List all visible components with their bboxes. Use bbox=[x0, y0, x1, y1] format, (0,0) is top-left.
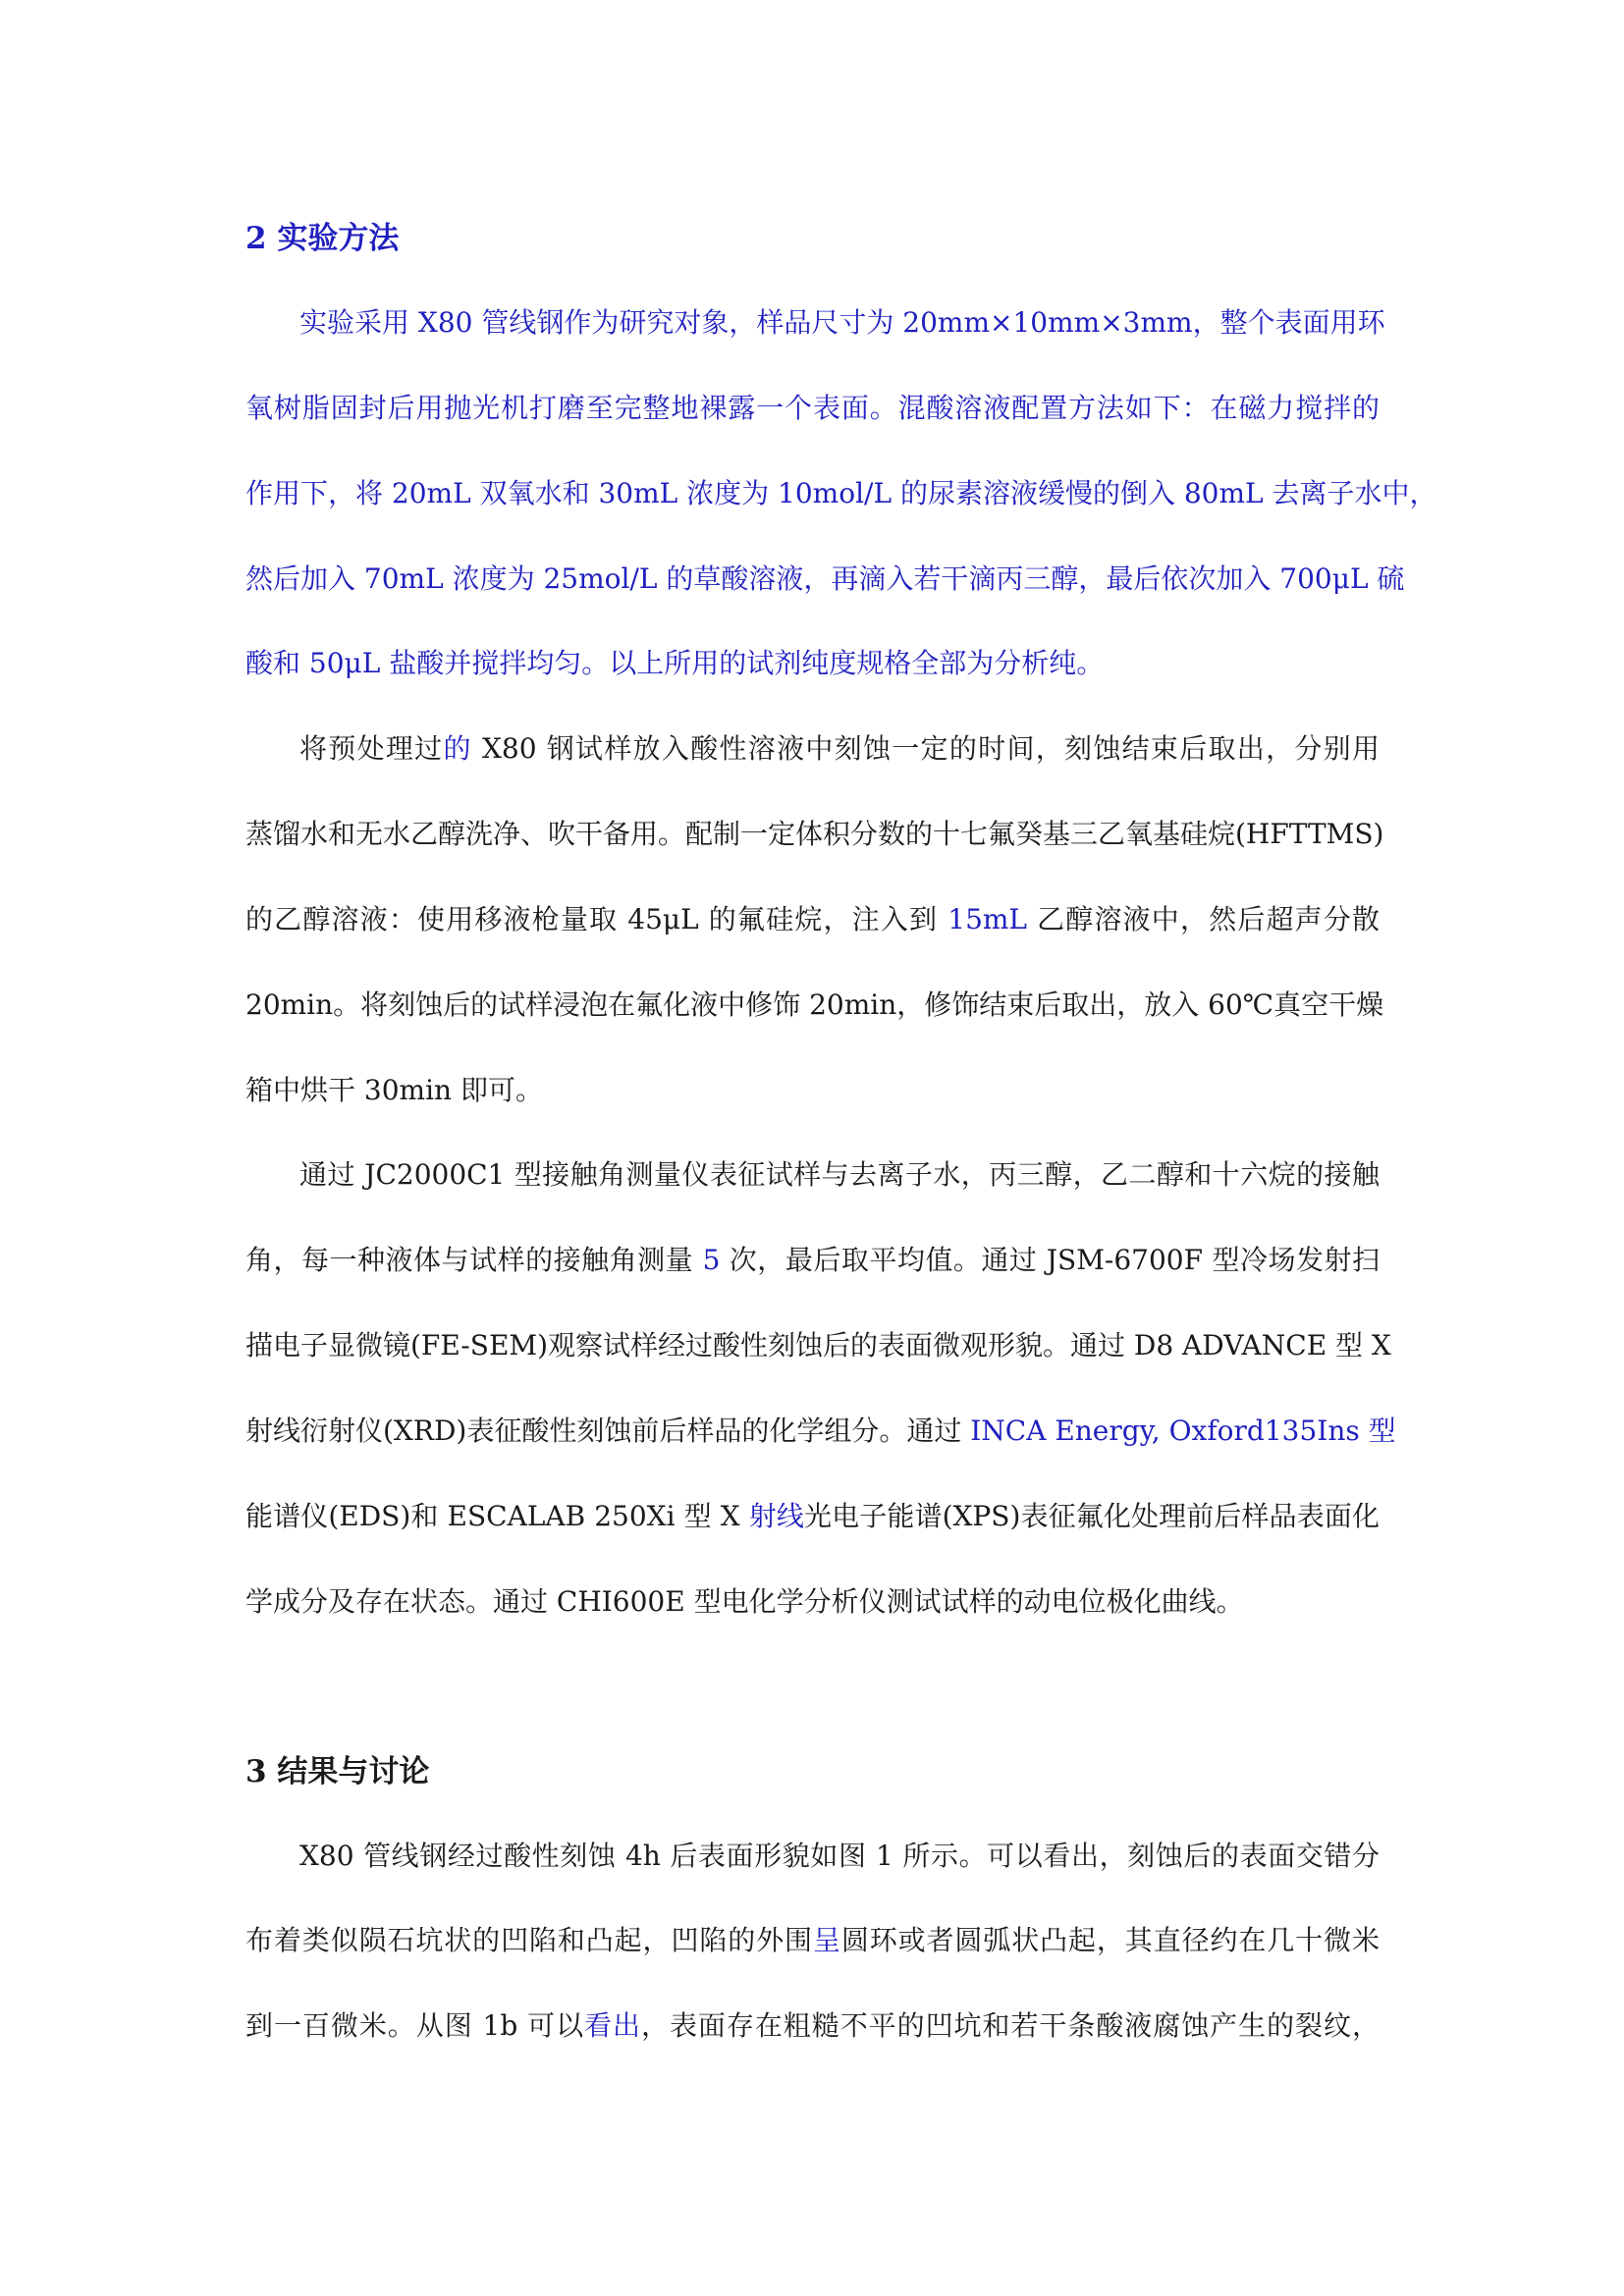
s3-p1-line-2-a: 布着类似陨石坑状的凹陷和凸起，凹陷的外围 bbox=[245, 1924, 813, 1956]
s2-p3-line-5-a: 能谱仪(EDS)和 ESCALAB 250Xi 型 X bbox=[245, 1500, 749, 1532]
s2-p2-line-1 bbox=[299, 727, 1380, 771]
s3-p1-line-3-c: ，表面存在粗糙不平的凹坑和若干条酸液腐蚀产生的裂纹， bbox=[640, 2009, 1380, 2042]
s3-p1-line-2 bbox=[245, 1919, 1380, 1962]
s3-p1-line-2-b: 呈 bbox=[812, 1924, 841, 1956]
s3-p1-line-1: X80 管线钢经过酸性刻蚀 4h 后表面形貌如图 1 所示。可以看出，刻蚀后的表面交错分 bbox=[299, 1840, 1380, 1872]
s2-p1-line-5: 酸和 50μL 盐酸并搅拌均匀。以上所用的试剂纯度规格全部为分析纯。 bbox=[245, 647, 1105, 679]
s2-p2-line-3-a: 的乙醇溶液：使用移液枪量取 45μL 的氟硅烷，注入到 bbox=[245, 903, 948, 935]
s2-p2-line-3-c: 乙醇溶液中，然后超声分散 bbox=[1027, 903, 1380, 935]
s2-p3-line-2-c: 次，最后取平均值。通过 JSM-6700F 型冷场发射扫 bbox=[720, 1244, 1380, 1276]
s2-p2-line-1-b: 的 bbox=[443, 732, 472, 765]
s2-p3-line-6: 学成分及存在状态。通过 CHI600E 型电化学分析仪测试试样的动电位极化曲线。 bbox=[245, 1585, 1244, 1618]
s2-p3-line-5-b: 射线 bbox=[748, 1500, 804, 1532]
s2-p3-line-4 bbox=[245, 1410, 1396, 1453]
s2-p2-line-3-b: 15mL bbox=[947, 903, 1028, 935]
s2-p2-line-5: 箱中烘干 30min 即可。 bbox=[245, 1074, 543, 1106]
s2-p1-line-4: 然后加入 70mL 浓度为 25mol/L 的草酸溶液，再滴入若干滴丙三醇，最后依次加入 700μL 硫 bbox=[245, 562, 1405, 595]
s2-p2-line-2: 蒸馏水和无水乙醇洗净、吹干备用。配制一定体积分数的十七氟癸基三乙氧基硅烷(HFTTMS) bbox=[245, 818, 1384, 850]
s3-p1-line-3-a: 到一百微米。从图 1b 可以 bbox=[245, 2009, 585, 2042]
s2-p1-line-2: 氧树脂固封后用抛光机打磨至完整地裸露一个表面。混酸溶液配置方法如下：在磁力搅拌的 bbox=[245, 392, 1380, 424]
s2-p3-line-2 bbox=[245, 1239, 1380, 1282]
s2-p2-line-1-a: 将预处理过 bbox=[299, 732, 444, 765]
section-2-heading: 2 实验方法 bbox=[245, 221, 400, 256]
s2-p3-line-5-c: 光电子能谱(XPS)表征氟化处理前后样品表面化 bbox=[803, 1500, 1380, 1532]
s2-p2-line-4: 20min。将刻蚀后的试样浸泡在氟化液中修饰 20min，修饰结束后取出，放入 60℃真空干燥 bbox=[245, 988, 1384, 1021]
s2-p2-line-3 bbox=[245, 898, 1380, 941]
s2-p3-line-5 bbox=[245, 1495, 1380, 1538]
s2-p3-line-2-b: 5 bbox=[702, 1244, 721, 1276]
s2-p1-line-3: 作用下，将 20mL 双氧水和 30mL 浓度为 10mol/L 的尿素溶液缓慢的倒入 80mL 去离子水中， bbox=[245, 477, 1437, 509]
s2-p3-line-4-b: INCA Energy, Oxford135Ins 型 bbox=[970, 1415, 1396, 1447]
s3-p1-line-3 bbox=[245, 2004, 1380, 2048]
s2-p2-line-1-c: X80 钢试样放入酸性溶液中刻蚀一定的时间，刻蚀结束后取出，分别用 bbox=[471, 732, 1380, 765]
section-3-heading: 3 结果与讨论 bbox=[245, 1754, 430, 1789]
s3-p1-line-3-b: 看出 bbox=[584, 2009, 641, 2042]
s2-p3-line-2-a: 角，每一种液体与试样的接触角测量 bbox=[245, 1244, 703, 1276]
s2-p3-line-3: 描电子显微镜(FE-SEM)观察试样经过酸性刻蚀后的表面微观形貌。通过 D8 ADVANCE 型 X bbox=[245, 1329, 1391, 1362]
s2-p3-line-4-a: 射线衍射仪(XRD)表征酸性刻蚀前后样品的化学组分。通过 bbox=[245, 1415, 971, 1447]
s2-p3-line-1: 通过 JC2000C1 型接触角测量仪表征试样与去离子水，丙三醇，乙二醇和十六烷的接触 bbox=[299, 1158, 1380, 1191]
s3-p1-line-2-c: 圆环或者圆弧状凸起，其直径约在几十微米 bbox=[840, 1924, 1380, 1956]
s2-p1-line-1: 实验采用 X80 管线钢作为研究对象，样品尺寸为 20mm×10mm×3mm，整个表面用环 bbox=[299, 306, 1385, 339]
